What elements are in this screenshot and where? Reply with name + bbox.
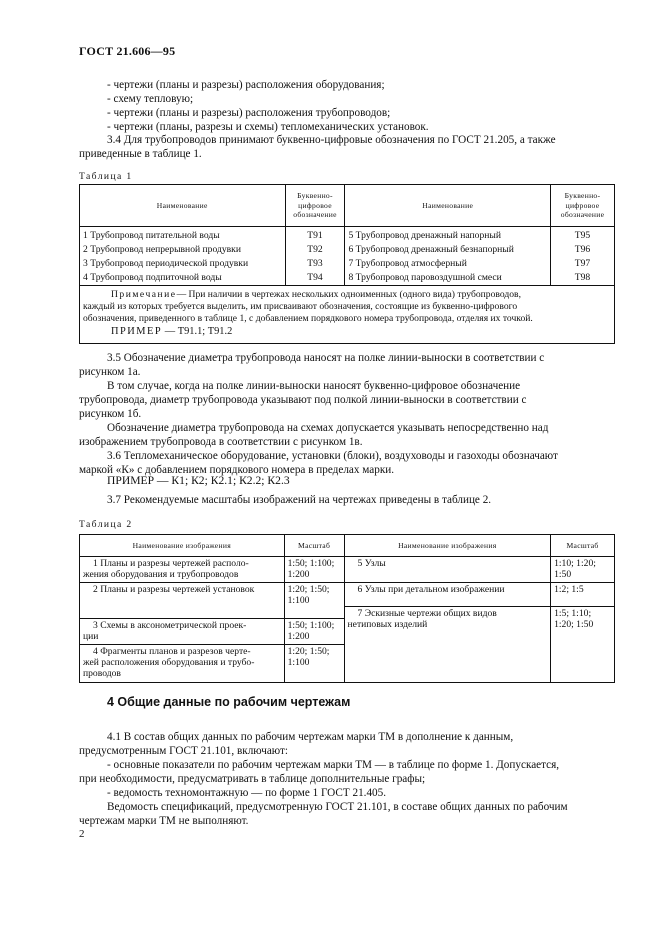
- table-note-row: Примечание— При наличии в чертежах нескольких одноименных (одного вида) трубопроводов, каждый из которых требуется выделить, им присваивают обозначения, состоящие из буквенно-цифрового обозначения, приведенного в таблице 1, с добавлением порядкового номера трубопровода, отделяя их точкой. ПРИМЕР — Т91.1; Т91.2: [80, 286, 615, 344]
- col-header-code: Буквенно- цифровое обозначение: [551, 185, 615, 227]
- table-row: 3 Схемы в аксонометрической проек- ции 1:50; 1:100; 1:200: [80, 619, 615, 645]
- bullet-list: [107, 78, 429, 134]
- example-marks: ПРИМЕР — К1; К2; К2.1; К2.2; К2.3: [107, 474, 290, 487]
- col-header-scale: Масштаб: [551, 535, 615, 557]
- paragraph-3-4: 3.4 Для трубопроводов принимают буквенно-цифровые обозначения по ГОСТ 21.205, а также приведенные в таблице 1.: [79, 134, 556, 160]
- table-row: 1 Планы и разрезы чертежей располо- жения оборудования и трубопроводов 1:50; 1:100; 1:200 5 Узлы 1:10; 1:20; 1:50: [80, 557, 615, 583]
- paragraph-3-7: 3.7 Рекомендуемые масштабы изображений на чертежах приведены в таблице 2.: [107, 494, 492, 506]
- document-header: ГОСТ 21.606—95: [79, 44, 176, 58]
- example-label: ПРИМЕР: [111, 326, 163, 337]
- list-item: - чертежи (планы и разрезы) расположения оборудования;: [107, 79, 385, 91]
- section-4-title: 4 Общие данные по рабочим чертежам: [107, 695, 351, 709]
- table-row: 4 Фрагменты планов и разрезов черте- жей расположения оборудования и трубо- проводов 1:20; 1:50; 1:100: [80, 645, 615, 683]
- col-header-name: Наименование изображения: [344, 535, 551, 557]
- col-header-scale: Масштаб: [284, 535, 344, 557]
- col-header-name: Наименование: [80, 185, 286, 227]
- paragraph-3-5: 3.5 Обозначение диаметра трубопровода наносят на полке линии-выноски в соответствии с рисунком 1а. В том случае, когда на полке линии-выноски наносят буквенно-цифровое обозначение трубопровода, диаметр трубопровода указывают под полкой линии-выноски в соответствии с рисунком 1б. Обозначение диаметра трубопровода на схемах допускается указывать непосредственно над изображением трубопровода в соответствии с рисунком 1в. 3.6 Тепломеханическое оборудование, установки (блоки), воздуховоды и газоходы обозначают маркой «К» с добавлением порядкового номера в пределах марки.: [79, 352, 558, 476]
- table-row: 7 Эскизные чертежи общих видов нетиповых изделий 1:5; 1:10; 1:20; 1:50: [80, 607, 615, 619]
- table2-caption: Таблица 2: [79, 519, 133, 530]
- table-row: 2 Планы и разрезы чертежей установок 1:20; 1:50; 1:100 6 Узлы при детальном изображении 1:2; 1:5: [80, 583, 615, 607]
- list-item: - схему тепловую;: [107, 93, 194, 105]
- col-header-name: Наименование: [345, 185, 551, 227]
- table-2: [79, 534, 615, 683]
- list-item: - чертежи (планы и разрезы) расположения трубопроводов;: [107, 107, 391, 119]
- paragraph-4-1: 4.1 В состав общих данных по рабочим чертежам марки ТМ в дополнение к данным, предусмотренным ГОСТ 21.101, включают: - основные показатели по рабочим чертежам марки ТМ — в таблице по форме 1. Допускается, при необходимости, предусматривать в таблице дополнительные графы; - ведомость техномонтажную — по форме 1 ГОСТ 21.405. Ведомость спецификаций, предусмотренную ГОСТ 21.101, в составе общих данных по рабочим чертежам марки ТМ не выполняют.: [79, 731, 568, 827]
- col-header-code: Буквенно- цифровое обозначение: [285, 185, 345, 227]
- table-row: 1 Трубопровод питательной воды 2 Трубопровод непрерывной продувки 3 Трубопровод периодической продувки 4 Трубопровод подпиточной воды Т91 Т92 Т93 Т94 5 Трубопровод дренажный напорный 6 Трубопровод дренажный безнапорный 7 Трубопровод атмосферный 8 Трубопровод паровоздушной смеси Т95 Т96 Т97 Т98: [80, 227, 615, 286]
- col-header-name: Наименование изображения: [80, 535, 285, 557]
- list-item: - чертежи (планы, разрезы и схемы) тепломеханических установок.: [107, 121, 429, 133]
- page-number: 2: [79, 828, 85, 840]
- table1-caption: Таблица 1: [79, 171, 133, 182]
- note-label: Примечание: [111, 289, 177, 300]
- table-1: [79, 184, 615, 344]
